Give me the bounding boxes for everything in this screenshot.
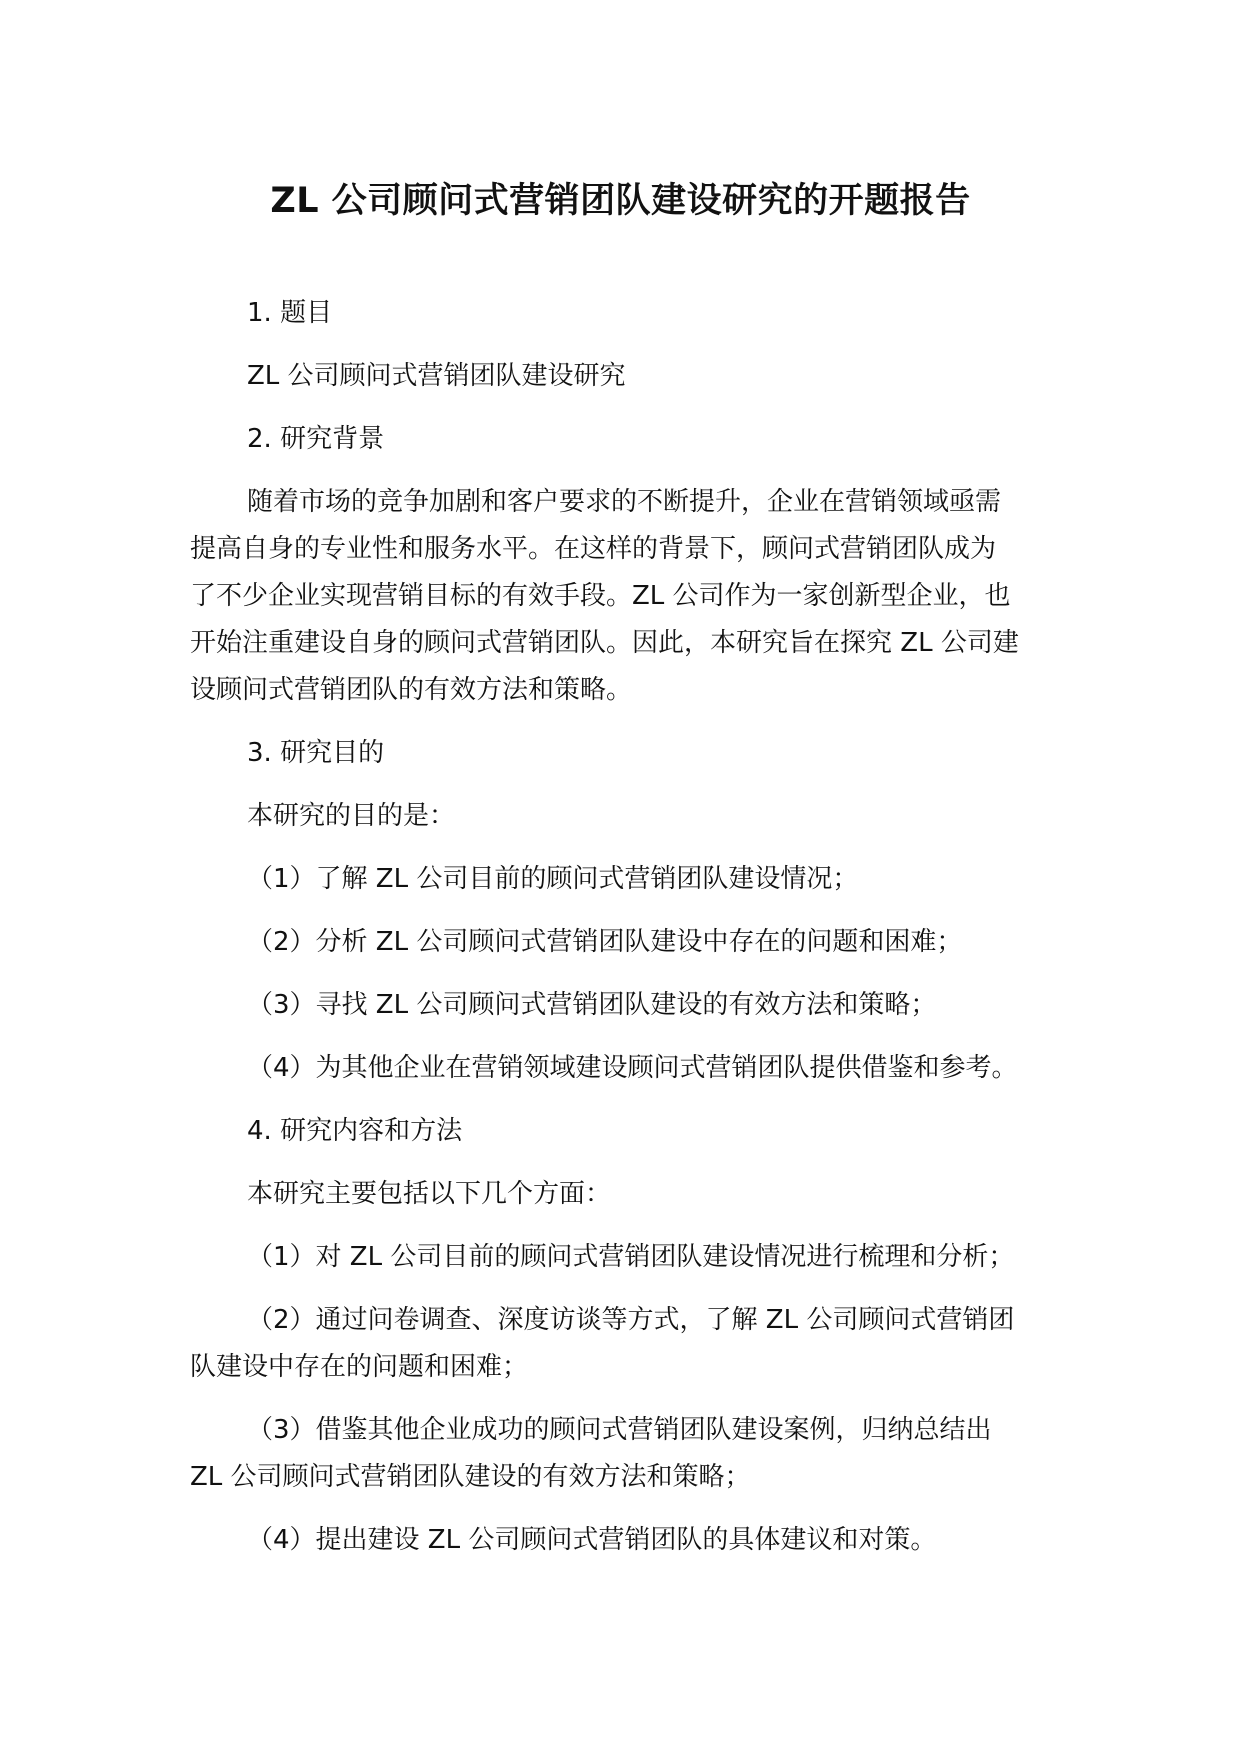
section-heading-purpose: 3. 研究目的	[247, 738, 385, 768]
content-item-continuation: ZL 公司顾问式营销团队建设的有效方法和策略；	[190, 1462, 751, 1492]
background-paragraph-line: 了不少企业实现营销目标的有效手段。ZL 公司作为一家创新型企业，也	[190, 581, 1011, 611]
content-item: （2）通过问卷调查、深度访谈等方式，了解 ZL 公司顾问式营销团	[247, 1305, 1015, 1335]
purpose-item: （4）为其他企业在营销领域建设顾问式营销团队提供借鉴和参考。	[247, 1053, 1018, 1083]
topic-content: ZL 公司顾问式营销团队建设研究	[247, 361, 626, 391]
content-intro: 本研究主要包括以下几个方面：	[247, 1179, 612, 1209]
purpose-item: （2）分析 ZL 公司顾问式营销团队建设中存在的问题和困难；	[247, 927, 963, 957]
background-paragraph-line: 开始注重建设自身的顾问式营销团队。因此，本研究旨在探究 ZL 公司建	[190, 628, 1019, 658]
section-heading-content-methods: 4. 研究内容和方法	[247, 1116, 463, 1146]
purpose-item: （1）了解 ZL 公司目前的顾问式营销团队建设情况；	[247, 864, 859, 894]
content-item: （3）借鉴其他企业成功的顾问式营销团队建设案例，归纳总结出	[247, 1415, 992, 1445]
purpose-item: （3）寻找 ZL 公司顾问式营销团队建设的有效方法和策略；	[247, 990, 937, 1020]
section-heading-background: 2. 研究背景	[247, 424, 385, 454]
content-item: （1）对 ZL 公司目前的顾问式营销团队建设情况进行梳理和分析；	[247, 1242, 1015, 1272]
document-title: ZL 公司顾问式营销团队建设研究的开题报告	[270, 181, 971, 221]
background-paragraph-line: 提高自身的专业性和服务水平。在这样的背景下，顾问式营销团队成为	[190, 534, 997, 564]
content-item: （4）提出建设 ZL 公司顾问式营销团队的具体建议和对策。	[247, 1525, 937, 1555]
purpose-intro: 本研究的目的是：	[247, 801, 456, 831]
background-paragraph-line: 随着市场的竞争加剧和客户要求的不断提升，企业在营销领域亟需	[247, 487, 1002, 517]
section-heading-topic: 1. 题目	[247, 298, 333, 328]
background-paragraph-line: 设顾问式营销团队的有效方法和策略。	[190, 675, 633, 705]
content-item-continuation: 队建设中存在的问题和困难；	[190, 1352, 529, 1382]
